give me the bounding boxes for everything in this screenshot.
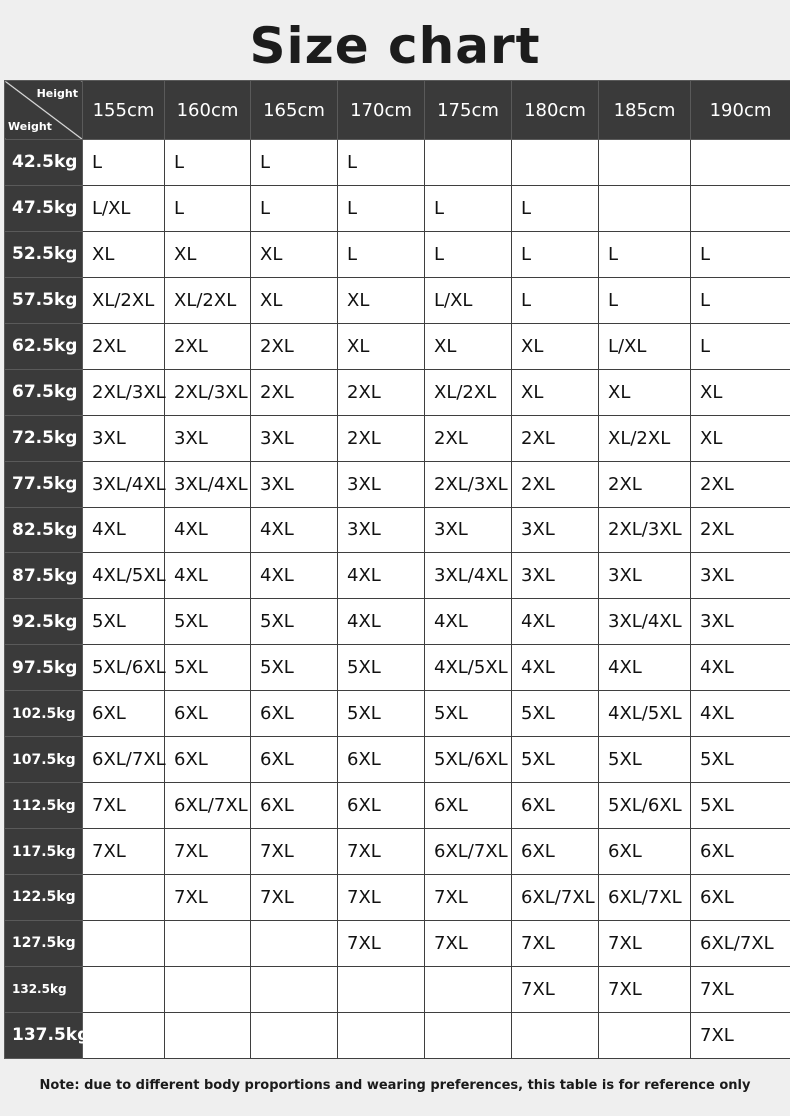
- size-cell: L: [512, 185, 599, 231]
- table-row: [5, 1012, 790, 1058]
- size-cell: L: [338, 140, 425, 186]
- size-cell: 2XL/3XL: [425, 461, 512, 507]
- size-cell: L: [691, 231, 790, 277]
- size-cell: 5XL: [165, 599, 251, 645]
- size-cell: L: [691, 323, 790, 369]
- size-cell: 7XL: [251, 829, 338, 875]
- size-cell: 2XL: [599, 461, 691, 507]
- size-cell: 2XL: [512, 461, 599, 507]
- size-cell: 3XL: [512, 507, 599, 553]
- table-row: [5, 599, 790, 645]
- table-row: [5, 645, 790, 691]
- size-cell: 2XL: [691, 461, 790, 507]
- size-cell: [83, 1012, 165, 1058]
- table-row: [5, 323, 790, 369]
- weight-header-cell: 92.5kg: [5, 599, 83, 645]
- size-cell: 7XL: [83, 829, 165, 875]
- size-cell: 7XL: [251, 875, 338, 921]
- size-cell: 7XL: [512, 966, 599, 1012]
- size-cell: 5XL: [512, 737, 599, 783]
- weight-header-cell: 107.5kg: [5, 737, 83, 783]
- table-row: [5, 691, 790, 737]
- weight-header-cell: 77.5kg: [5, 461, 83, 507]
- height-header-cell: 175cm: [425, 81, 512, 140]
- size-cell: 5XL: [691, 783, 790, 829]
- weight-header-cell: 132.5kg: [5, 966, 83, 1012]
- size-cell: 4XL: [691, 645, 790, 691]
- size-cell: 6XL: [165, 691, 251, 737]
- table-row: [5, 875, 790, 921]
- size-cell: XL: [512, 323, 599, 369]
- size-cell: 5XL/6XL: [599, 783, 691, 829]
- size-cell: 2XL: [425, 415, 512, 461]
- size-cell: 6XL/7XL: [83, 737, 165, 783]
- size-cell: [83, 875, 165, 921]
- size-cell: 7XL: [338, 875, 425, 921]
- size-cell: 7XL: [338, 920, 425, 966]
- size-cell: XL: [691, 369, 790, 415]
- size-cell: 6XL: [251, 783, 338, 829]
- size-cell: 6XL: [338, 783, 425, 829]
- table-row: [5, 231, 790, 277]
- table-row: [5, 783, 790, 829]
- size-cell: 5XL: [165, 645, 251, 691]
- size-cell: 3XL: [691, 553, 790, 599]
- size-cell: XL/2XL: [165, 277, 251, 323]
- size-cell: L: [599, 277, 691, 323]
- height-header-cell: 160cm: [165, 81, 251, 140]
- size-cell: 4XL/5XL: [599, 691, 691, 737]
- table-row: [5, 461, 790, 507]
- height-axis-label: Height: [36, 87, 78, 100]
- size-cell: 7XL: [83, 783, 165, 829]
- size-cell: 5XL/6XL: [425, 737, 512, 783]
- size-cell: 7XL: [599, 920, 691, 966]
- size-cell: 6XL: [691, 829, 790, 875]
- height-header-cell: 165cm: [251, 81, 338, 140]
- size-cell: [338, 1012, 425, 1058]
- size-cell: 4XL: [251, 553, 338, 599]
- size-cell: XL: [599, 369, 691, 415]
- size-cell: 3XL: [83, 415, 165, 461]
- table-row: [5, 185, 790, 231]
- size-cell: 2XL/3XL: [599, 507, 691, 553]
- size-cell: 4XL: [691, 691, 790, 737]
- size-cell: L: [425, 185, 512, 231]
- size-cell: L: [338, 185, 425, 231]
- table-row: [5, 966, 790, 1012]
- size-cell: 6XL/7XL: [165, 783, 251, 829]
- height-header-cell: 155cm: [83, 81, 165, 140]
- size-cell: XL/2XL: [425, 369, 512, 415]
- size-cell: 5XL/6XL: [83, 645, 165, 691]
- size-cell: 4XL: [83, 507, 165, 553]
- size-cell: 4XL: [512, 645, 599, 691]
- size-cell: 5XL: [338, 645, 425, 691]
- page-title: Size chart: [249, 17, 541, 75]
- weight-header-cell: 72.5kg: [5, 415, 83, 461]
- size-cell: 5XL: [251, 599, 338, 645]
- weight-header-cell: 47.5kg: [5, 185, 83, 231]
- table-row: [5, 920, 790, 966]
- size-cell: 7XL: [165, 829, 251, 875]
- size-cell: 4XL: [165, 507, 251, 553]
- weight-axis-label: Weight: [8, 120, 52, 133]
- size-cell: XL/2XL: [83, 277, 165, 323]
- size-cell: 6XL: [83, 691, 165, 737]
- size-cell: L: [691, 277, 790, 323]
- size-cell: 3XL: [512, 553, 599, 599]
- size-cell: 3XL: [251, 415, 338, 461]
- size-cell: 4XL: [599, 645, 691, 691]
- size-cell: 4XL: [338, 553, 425, 599]
- size-cell: 5XL: [425, 691, 512, 737]
- size-cell: 3XL: [165, 415, 251, 461]
- size-cell: 6XL: [251, 691, 338, 737]
- size-cell: L: [599, 231, 691, 277]
- table-row: [5, 829, 790, 875]
- size-cell: [691, 185, 790, 231]
- size-cell: L/XL: [599, 323, 691, 369]
- size-cell: 4XL: [251, 507, 338, 553]
- table-row: [5, 553, 790, 599]
- size-cell: L: [165, 185, 251, 231]
- size-cell: [83, 920, 165, 966]
- size-cell: 4XL: [165, 553, 251, 599]
- size-cell: 7XL: [425, 920, 512, 966]
- size-cell: 3XL/4XL: [425, 553, 512, 599]
- size-cell: 6XL: [338, 737, 425, 783]
- size-cell: 7XL: [425, 875, 512, 921]
- size-cell: [425, 1012, 512, 1058]
- table-row: [5, 369, 790, 415]
- size-cell: [251, 966, 338, 1012]
- size-cell: XL: [338, 277, 425, 323]
- size-cell: 7XL: [165, 875, 251, 921]
- size-cell: [512, 140, 599, 186]
- size-cell: L/XL: [83, 185, 165, 231]
- size-cell: 7XL: [691, 966, 790, 1012]
- weight-header-cell: 112.5kg: [5, 783, 83, 829]
- size-cell: 4XL: [338, 599, 425, 645]
- size-cell: [165, 1012, 251, 1058]
- size-cell: [425, 966, 512, 1012]
- weight-header-cell: 67.5kg: [5, 369, 83, 415]
- weight-header-cell: 82.5kg: [5, 507, 83, 553]
- weight-header-cell: 97.5kg: [5, 645, 83, 691]
- size-cell: 6XL: [425, 783, 512, 829]
- size-cell: 3XL: [425, 507, 512, 553]
- weight-header-cell: 52.5kg: [5, 231, 83, 277]
- size-cell: [512, 1012, 599, 1058]
- size-cell: XL: [512, 369, 599, 415]
- weight-header-cell: 87.5kg: [5, 553, 83, 599]
- size-cell: 2XL: [512, 415, 599, 461]
- size-cell: [691, 140, 790, 186]
- size-cell: L: [165, 140, 251, 186]
- weight-header-cell: 102.5kg: [5, 691, 83, 737]
- size-cell: 6XL: [691, 875, 790, 921]
- size-cell: XL/2XL: [599, 415, 691, 461]
- size-cell: XL: [251, 277, 338, 323]
- size-cell: 7XL: [691, 1012, 790, 1058]
- size-cell: [251, 920, 338, 966]
- size-cell: XL: [691, 415, 790, 461]
- height-header-cell: 185cm: [599, 81, 691, 140]
- table-row: [5, 277, 790, 323]
- size-cell: L: [512, 231, 599, 277]
- size-cell: L: [338, 231, 425, 277]
- size-cell: L: [251, 185, 338, 231]
- size-cell: 7XL: [599, 966, 691, 1012]
- size-cell: 6XL/7XL: [691, 920, 790, 966]
- size-cell: 4XL/5XL: [425, 645, 512, 691]
- height-header-cell: 190cm: [691, 81, 790, 140]
- size-cell: 3XL/4XL: [83, 461, 165, 507]
- size-cell: 5XL: [512, 691, 599, 737]
- corner-cell: [5, 81, 83, 140]
- size-cell: 6XL: [512, 783, 599, 829]
- size-cell: 5XL: [338, 691, 425, 737]
- size-cell: [599, 185, 691, 231]
- size-cell: L: [251, 140, 338, 186]
- weight-header-cell: 57.5kg: [5, 277, 83, 323]
- size-cell: [425, 140, 512, 186]
- size-cell: [338, 966, 425, 1012]
- height-header-row: [5, 81, 790, 140]
- weight-header-cell: 122.5kg: [5, 875, 83, 921]
- weight-header-cell: 137.5kg: [5, 1012, 83, 1058]
- size-cell: 2XL: [165, 323, 251, 369]
- size-cell: XL: [251, 231, 338, 277]
- size-cell: 2XL: [251, 369, 338, 415]
- table-row: [5, 415, 790, 461]
- size-cell: 4XL: [425, 599, 512, 645]
- size-cell: XL: [83, 231, 165, 277]
- size-cell: [83, 966, 165, 1012]
- size-cell: 3XL: [338, 507, 425, 553]
- size-cell: L/XL: [425, 277, 512, 323]
- size-cell: [165, 966, 251, 1012]
- size-cell: XL: [165, 231, 251, 277]
- size-cell: 6XL: [599, 829, 691, 875]
- size-cell: 3XL/4XL: [599, 599, 691, 645]
- size-cell: 4XL: [512, 599, 599, 645]
- size-cell: 6XL: [512, 829, 599, 875]
- size-cell: [165, 920, 251, 966]
- size-cell: 6XL/7XL: [425, 829, 512, 875]
- size-cell: 3XL: [338, 461, 425, 507]
- size-cell: 7XL: [512, 920, 599, 966]
- height-header-cell: 170cm: [338, 81, 425, 140]
- size-cell: 2XL: [691, 507, 790, 553]
- size-cell: XL: [338, 323, 425, 369]
- size-cell: 2XL: [338, 415, 425, 461]
- size-cell: 3XL/4XL: [165, 461, 251, 507]
- weight-header-cell: 42.5kg: [5, 140, 83, 186]
- size-cell: 2XL/3XL: [83, 369, 165, 415]
- size-cell: L: [425, 231, 512, 277]
- weight-header-cell: 117.5kg: [5, 829, 83, 875]
- size-cell: 5XL: [251, 645, 338, 691]
- size-cell: 3XL: [251, 461, 338, 507]
- size-cell: [599, 140, 691, 186]
- size-cell: 6XL: [165, 737, 251, 783]
- size-cell: 2XL/3XL: [165, 369, 251, 415]
- table-row: [5, 507, 790, 553]
- weight-header-cell: 62.5kg: [5, 323, 83, 369]
- size-chart-table: [4, 80, 790, 1059]
- size-cell: L: [83, 140, 165, 186]
- size-cell: 5XL: [599, 737, 691, 783]
- weight-header-cell: 127.5kg: [5, 920, 83, 966]
- size-cell: L: [512, 277, 599, 323]
- table-row: [5, 140, 790, 186]
- table-row: [5, 737, 790, 783]
- footnote: Note: due to different body proportions and wearing preferences, this table is for reference only: [39, 1078, 751, 1093]
- size-cell: 5XL: [691, 737, 790, 783]
- size-cell: 6XL/7XL: [512, 875, 599, 921]
- size-cell: 5XL: [83, 599, 165, 645]
- size-cell: 7XL: [338, 829, 425, 875]
- size-cell: [251, 1012, 338, 1058]
- size-cell: 3XL: [599, 553, 691, 599]
- size-cell: 6XL/7XL: [599, 875, 691, 921]
- size-cell: 2XL: [251, 323, 338, 369]
- size-cell: XL: [425, 323, 512, 369]
- size-cell: 2XL: [338, 369, 425, 415]
- size-cell: [599, 1012, 691, 1058]
- size-cell: 4XL/5XL: [83, 553, 165, 599]
- size-cell: 2XL: [83, 323, 165, 369]
- height-header-cell: 180cm: [512, 81, 599, 140]
- size-cell: 6XL: [251, 737, 338, 783]
- size-cell: 3XL: [691, 599, 790, 645]
